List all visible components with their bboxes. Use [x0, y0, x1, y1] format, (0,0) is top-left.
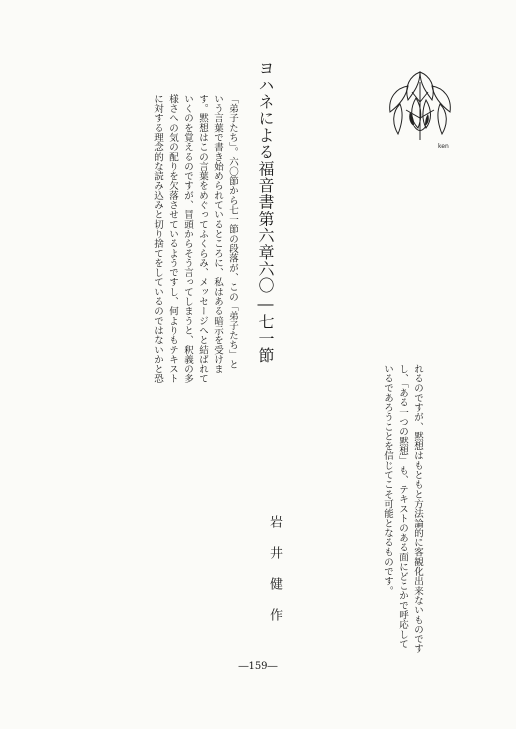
page-title: ヨハネによる福音書第六章六〇―七一節 — [256, 60, 275, 364]
leaves-sketch-icon — [380, 62, 460, 152]
page-number: ―159― — [238, 661, 278, 672]
svg-text:ken: ken — [438, 143, 449, 150]
body-paragraph-1: 「弟子たち」。六〇節から七一節の段落が、この「弟子たち」と いう言葉で書き始められているところに、私はある暗示を受けま す。黙想はこの言葉をめぐってふくらみ、メッセージへと結ばれて いくのを覚えるのですが、冒頭からそう言ってしまうと、釈義の多 様さへの気の配りを欠落させているようですし、何よりもテキスト に対する理念的な読み込みと切り捨てをしているのではないかと恐 — [152, 94, 238, 384]
author-name: 岩井健作 — [267, 515, 282, 639]
body-paragraph-2: れるのですが、黙想はもともと方法論的に客観化出来ないものです し、「ある一つの黙想」も、テキストのある面にどこかで呼応して いるであろうことを信じてこそ可能となるものです。 — [382, 364, 423, 654]
